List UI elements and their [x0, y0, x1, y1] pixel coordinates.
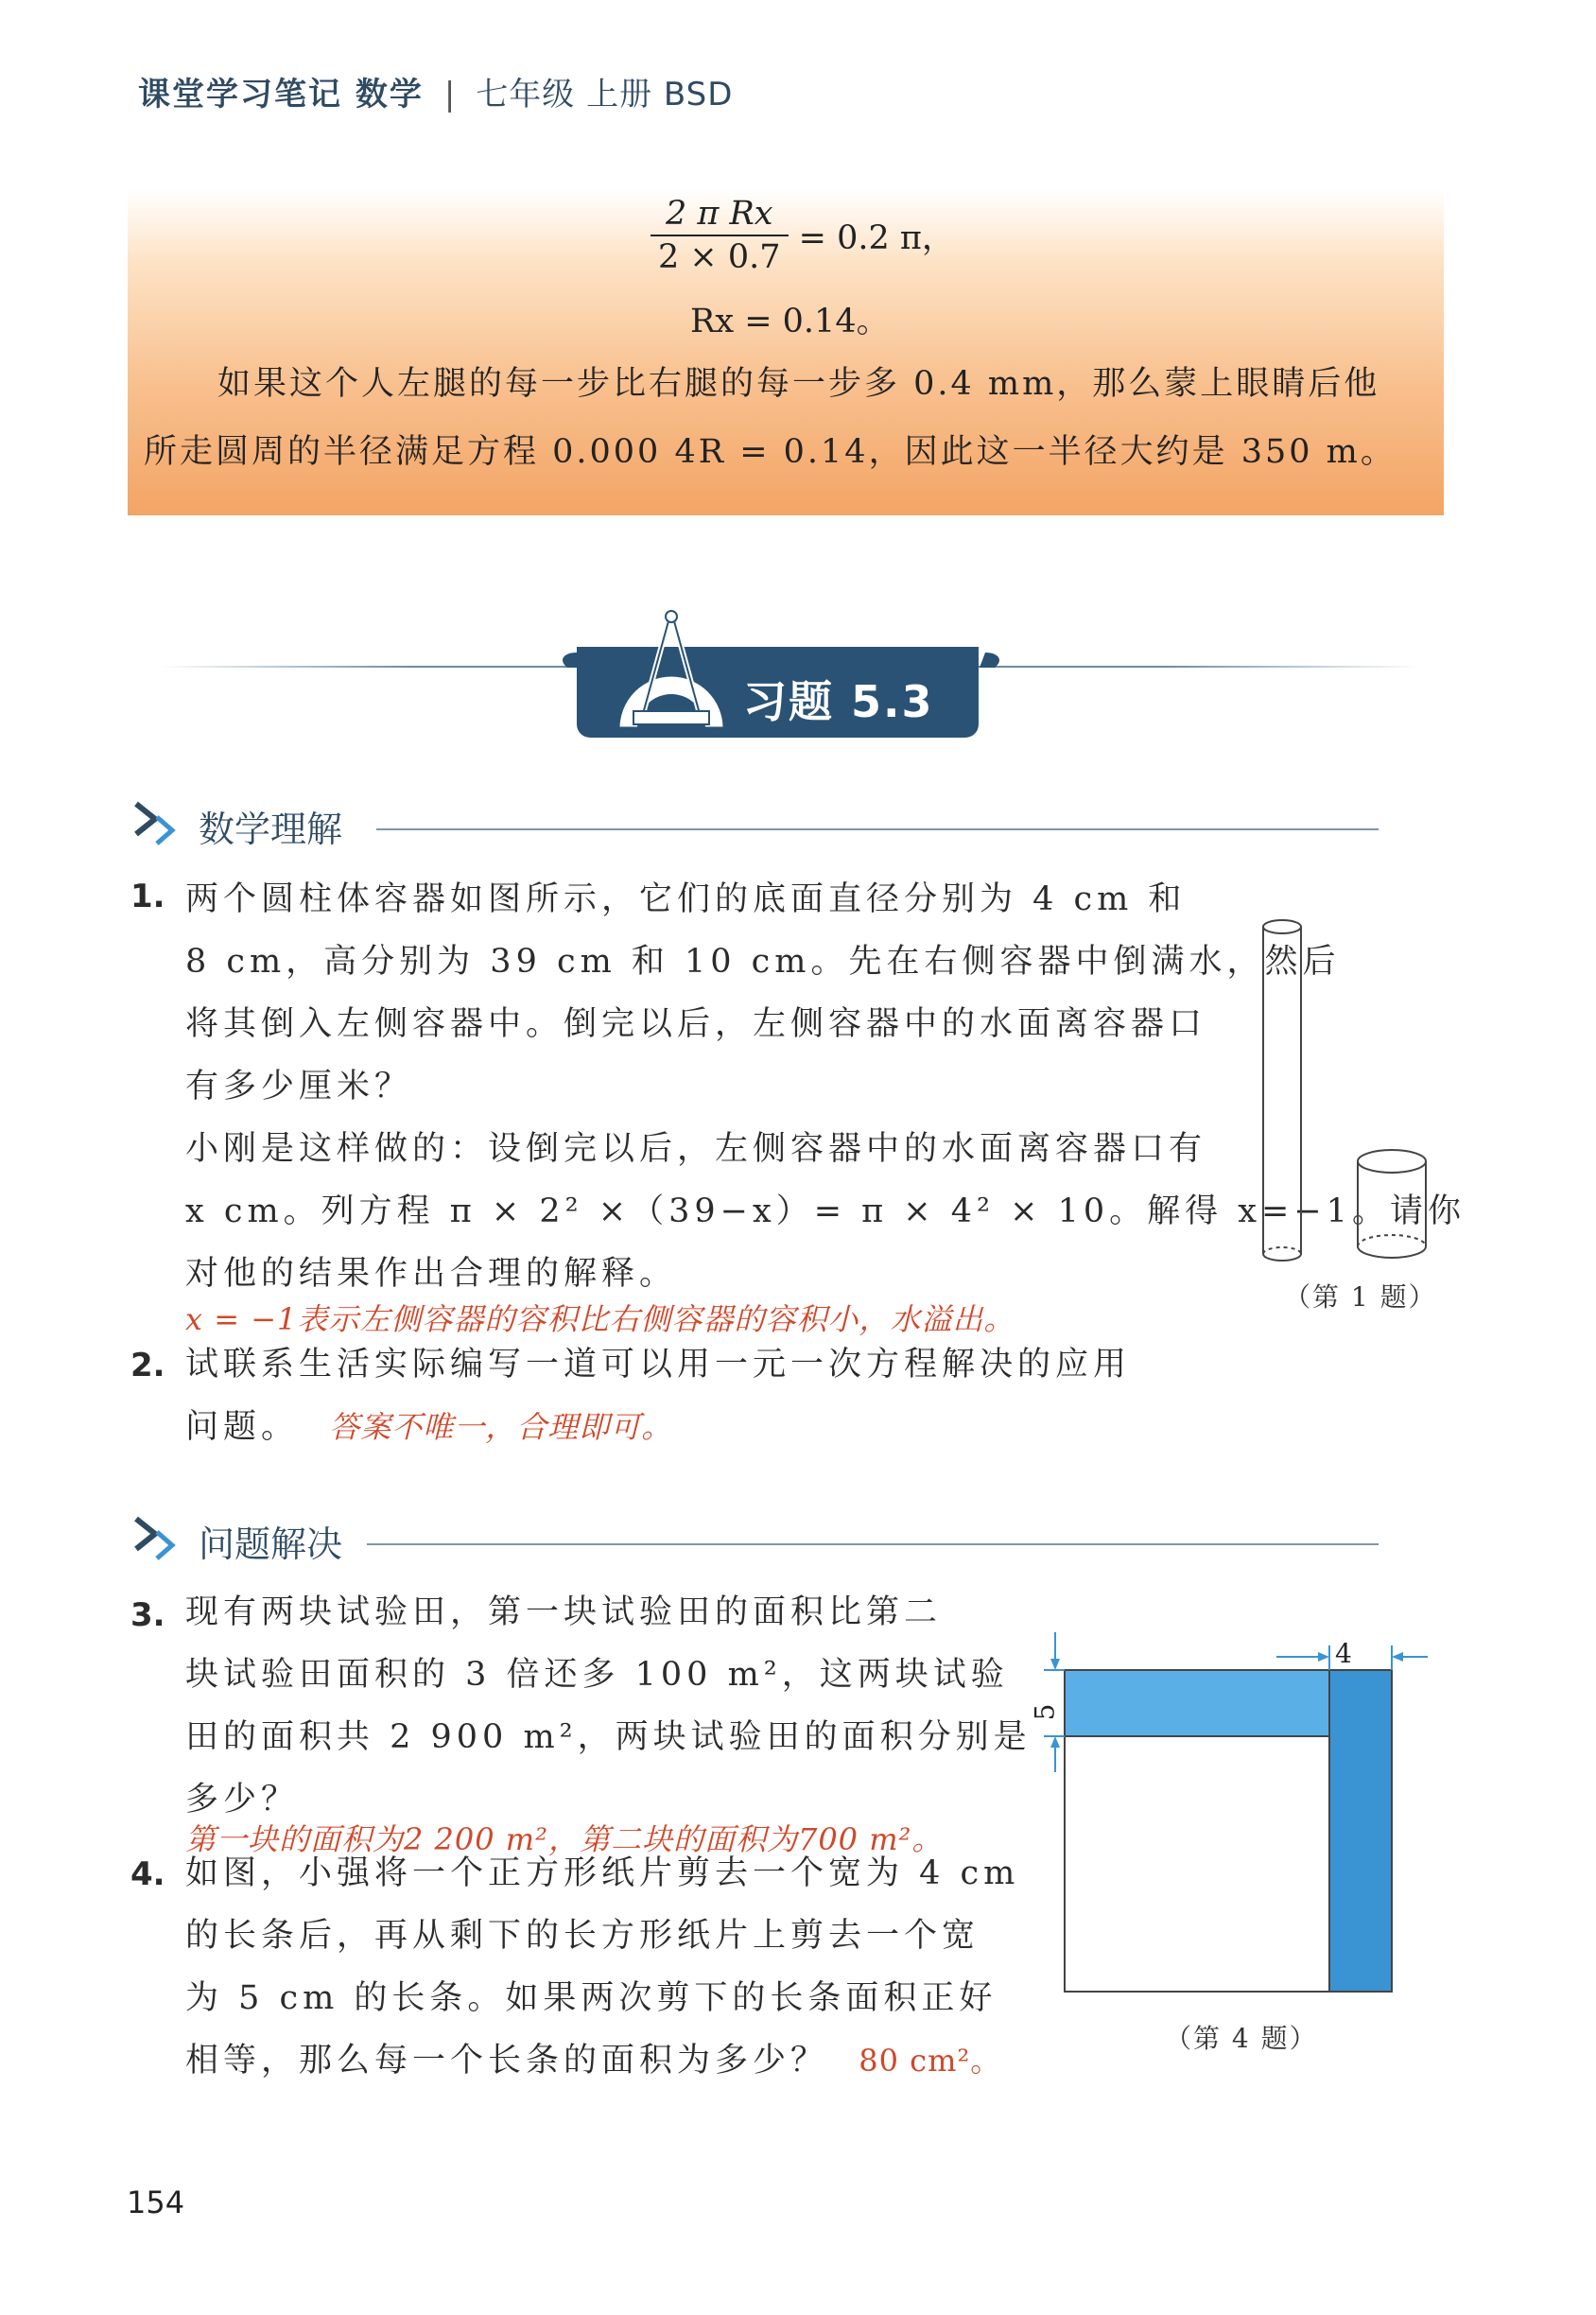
- question-1-line: 8 cm，高分别为 39 cm 和 10 cm。先在右侧容器中倒满水，然后: [185, 943, 1341, 981]
- book-title: 课堂学习笔记 数学: [138, 76, 424, 113]
- question-4-line: 的长条后，再从剩下的长方形纸片上剪去一个宽: [185, 1917, 980, 1955]
- book-subtitle: 七年级 上册 BSD: [476, 76, 734, 113]
- figure-4-caption: （第 4 题）: [1165, 2023, 1318, 2054]
- figure-4-label-width: 4: [1335, 1638, 1352, 1669]
- fraction: [651, 193, 789, 278]
- question-3-line: 块试验田面积的 3 倍还多 100 m²，这两块试验: [185, 1656, 1009, 1694]
- cylinders-figure: [1252, 914, 1441, 1273]
- equation-1: [651, 193, 955, 278]
- compass-protractor-icon: [615, 607, 728, 736]
- question-2-line-with-answer: [185, 1396, 1131, 1458]
- reading-paragraph-line-1: 如果这个人左腿的每一步比右腿的每一步多 0.4 mm，那么蒙上眼睛后他: [217, 365, 1380, 403]
- question-2-answer: 答案不唯一，合理即可。: [329, 1409, 673, 1445]
- question-3-line: 田的面积共 2 900 m²，两块试验田的面积分别是: [185, 1718, 1032, 1756]
- question-3-text: [185, 1581, 1032, 1831]
- page-number: 154: [127, 2184, 185, 2220]
- question-1-line: 将其倒入左侧容器中。倒完以后，左侧容器中的水面离容器口: [185, 1005, 1207, 1043]
- question-4-number: 4.: [130, 1855, 165, 1893]
- question-1-line: 小刚是这样做的：设倒完以后，左侧容器中的水面离容器口有: [185, 1130, 1207, 1168]
- header-separator: |: [443, 76, 456, 113]
- question-3-line: 多少？: [185, 1781, 300, 1819]
- question-3-line: 现有两块试验田，第一块试验田的面积比第二: [185, 1593, 943, 1631]
- figure-1-caption: （第 1 题）: [1284, 1281, 1437, 1313]
- question-1-line: 两个圆柱体容器如图所示，它们的底面直径分别为 4 cm 和: [185, 880, 1187, 918]
- section-rule: [367, 1543, 1379, 1545]
- question-2-text: [185, 1333, 1131, 1458]
- question-2-line: 试联系生活实际编写一道可以用一元一次方程解决的应用: [185, 1346, 1132, 1384]
- equation-1-rhs: = 0.2 π，: [798, 219, 955, 257]
- reading-paragraph-line-2: 所走圆周的半径满足方程 0.000 4R = 0.14，因此这一半径大约是 350 m。: [144, 433, 1396, 471]
- question-4-line-with-answer: [185, 2029, 1019, 2092]
- question-4-line: 为 5 cm 的长条。如果两次剪下的长条面积正好: [185, 1979, 998, 2017]
- question-4-answer: 80 cm²。: [859, 2043, 1002, 2079]
- question-4-line: 相等，那么每一个长条的面积为多少？: [185, 2042, 829, 2080]
- square-strips-figure: [1040, 1630, 1437, 2009]
- equation-2: Rx = 0.14。: [690, 303, 890, 340]
- page-header: [138, 68, 733, 114]
- question-3-number: 3.: [130, 1596, 165, 1634]
- fraction-denominator: 2 × 0.7: [658, 238, 781, 276]
- question-2-number: 2.: [130, 1347, 165, 1384]
- chevron-icon: [130, 800, 187, 849]
- question-4-text: [185, 1842, 1019, 2092]
- figure-4-label-height: 5: [1029, 1703, 1061, 1721]
- question-1-line: 有多少厘米？: [185, 1068, 413, 1105]
- question-3-answer: 第一块的面积为2 200 m²，第二块的面积为700 m²。: [185, 1821, 944, 1857]
- fraction-numerator: 2 π Rx: [651, 193, 789, 236]
- chevron-icon: [130, 1515, 187, 1564]
- question-1-number: 1.: [130, 878, 165, 915]
- section-rule: [376, 828, 1379, 830]
- question-1-line: 对他的结果作出合理的解释。: [185, 1255, 678, 1293]
- section-title-problem-solving: 问题解决: [199, 1523, 343, 1565]
- exercise-title: 习题 5.3: [743, 676, 934, 727]
- question-1-line: x cm。列方程 π × 2² ×（39−x）= π × 4² × 10。解得 x=−1。请你: [185, 1192, 1466, 1230]
- question-2-line: 问题。: [185, 1408, 300, 1446]
- question-4-line: 如图，小强将一个正方形纸片剪去一个宽为 4 cm: [185, 1854, 1020, 1892]
- question-1-answer: x = −1表示左侧容器的容积比右侧容器的容积小，水溢出。: [185, 1301, 1015, 1337]
- section-title-math-understanding: 数学理解: [199, 809, 343, 850]
